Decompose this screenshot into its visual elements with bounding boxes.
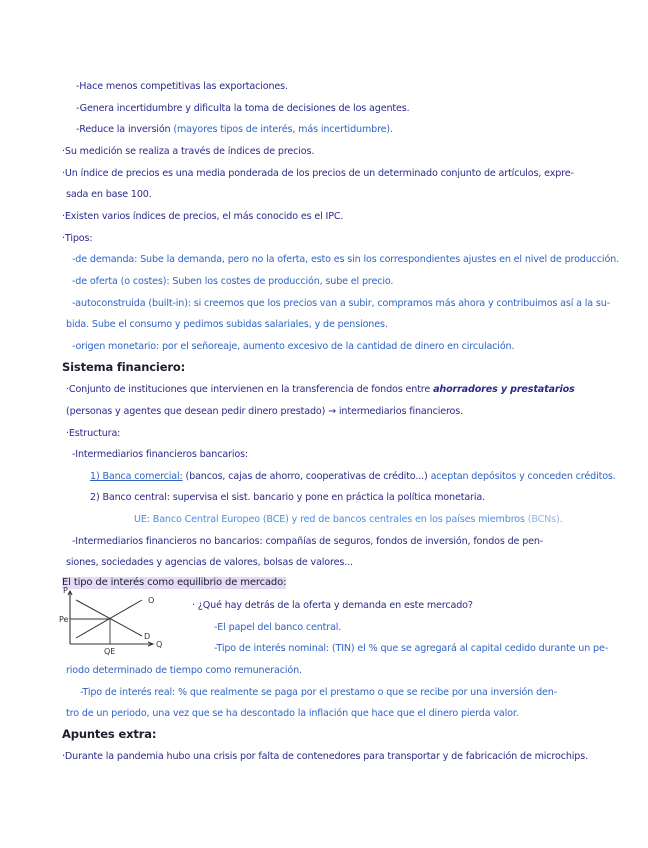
note-line: ·Tipos:: [62, 233, 93, 244]
note-text-emphasis: ahorradores y prestatarios: [433, 384, 575, 395]
note-text-blue: (mayores tipos de interés, más incertidumbre).: [173, 124, 393, 135]
note-line: riodo determinado de tiempo como remuneración.: [66, 665, 302, 676]
section-heading: El tipo de interés como equilibrio de mercado:: [62, 577, 287, 588]
note-line: -Hace menos competitivas las exportaciones.: [76, 81, 288, 92]
note-line: ·Existen varios índices de precios, el más conocido es el IPC.: [62, 211, 344, 222]
note-line: -de oferta (o costes): Suben los costes de producción, sube el precio.: [72, 276, 394, 287]
graph-label-pe: Pe: [59, 615, 69, 624]
note-line: -Tipo de interés nominal: (TIN) el % que se agregará al capital cedido durante un pe-: [214, 643, 609, 654]
note-line: -de demanda: Sube la demanda, pero no la oferta, esto es sin los correspondientes ajustes en el nivel de producción.: [72, 254, 619, 265]
note-text: UE: Banco Central Europeo (BCE) y red de bancos centrales en los países miembros: [134, 514, 525, 525]
note-line: -Genera incertidumbre y dificulta la toma de decisiones de los agentes.: [76, 103, 410, 114]
note-line: sada en base 100.: [66, 189, 152, 200]
graph-label-qe: QE: [104, 647, 116, 656]
note-line: -autoconstruida (built-in): si creemos que los precios van a subir, compramos más ahora y contribuimos así a la su-: [72, 298, 611, 309]
note-text: (bancos, cajas de ahorro, cooperativas de crédito...): [185, 471, 428, 482]
graph-label-o: O: [148, 596, 155, 605]
note-text: ·Conjunto de instituciones que intervienen en la transferencia de fondos entre: [66, 384, 431, 395]
note-line: (personas y agentes que desean pedir dinero prestado) → intermediarios financieros.: [66, 406, 464, 417]
note-line: -Intermediarios financieros bancarios:: [72, 449, 249, 460]
section-heading: Apuntes extra:: [62, 727, 157, 741]
note-line: ·Estructura:: [66, 428, 121, 439]
note-line: ·Durante la pandemia hubo una crisis por falta de contenedores para transportar y de fabricación de microchips.: [62, 751, 588, 762]
note-text-blue: 1) Banca comercial:: [90, 471, 183, 482]
note-line: [90, 471, 616, 483]
note-line: bida. Sube el consumo y pedimos subidas salariales, y de pensiones.: [66, 319, 388, 330]
note-line: tro de un periodo, una vez que se ha descontado la inflación que hace que el dinero pierda valor.: [66, 708, 519, 719]
note-text-faint: (BCNs).: [527, 514, 563, 525]
section-heading: Sistema financiero:: [62, 360, 186, 374]
note-line: [76, 124, 393, 136]
note-line: [66, 384, 575, 396]
note-line: 2) Banco central: supervisa el sist. bancario y pone en práctica la política monetaria.: [90, 492, 485, 503]
note-line: ·Su medición se realiza a través de índices de precios.: [62, 146, 315, 157]
note-line: ·Un índice de precios es una media ponderada de los precios de un determinado conjunto de artículos, expre-: [62, 168, 574, 179]
graph-label-q: Q: [156, 640, 163, 649]
note-text: -Reduce la inversión: [76, 124, 171, 135]
note-line: -Intermediarios financieros no bancarios: compañías de seguros, fondos de inversión, fondos de pen-: [72, 536, 544, 547]
note-line: -origen monetario: por el señoreaje, aumento excesivo de la cantidad de dinero en circulación.: [72, 341, 515, 352]
graph-label-d: D: [144, 632, 151, 641]
note-line: -El papel del banco central.: [214, 622, 342, 633]
note-line: · ¿Qué hay detrás de la oferta y demanda en este mercado?: [192, 600, 473, 611]
note-line: siones, sociedades y agencias de valores, bolsas de valores...: [66, 557, 353, 568]
note-text-blue: aceptan depósitos y conceden créditos.: [430, 471, 616, 482]
note-line: [134, 514, 563, 526]
supply-demand-graph: [58, 588, 176, 658]
graph-label-p: P: [63, 586, 68, 595]
note-line: -Tipo de interés real: % que realmente se paga por el prestamo o que se recibe por una inversión den-: [80, 687, 558, 698]
